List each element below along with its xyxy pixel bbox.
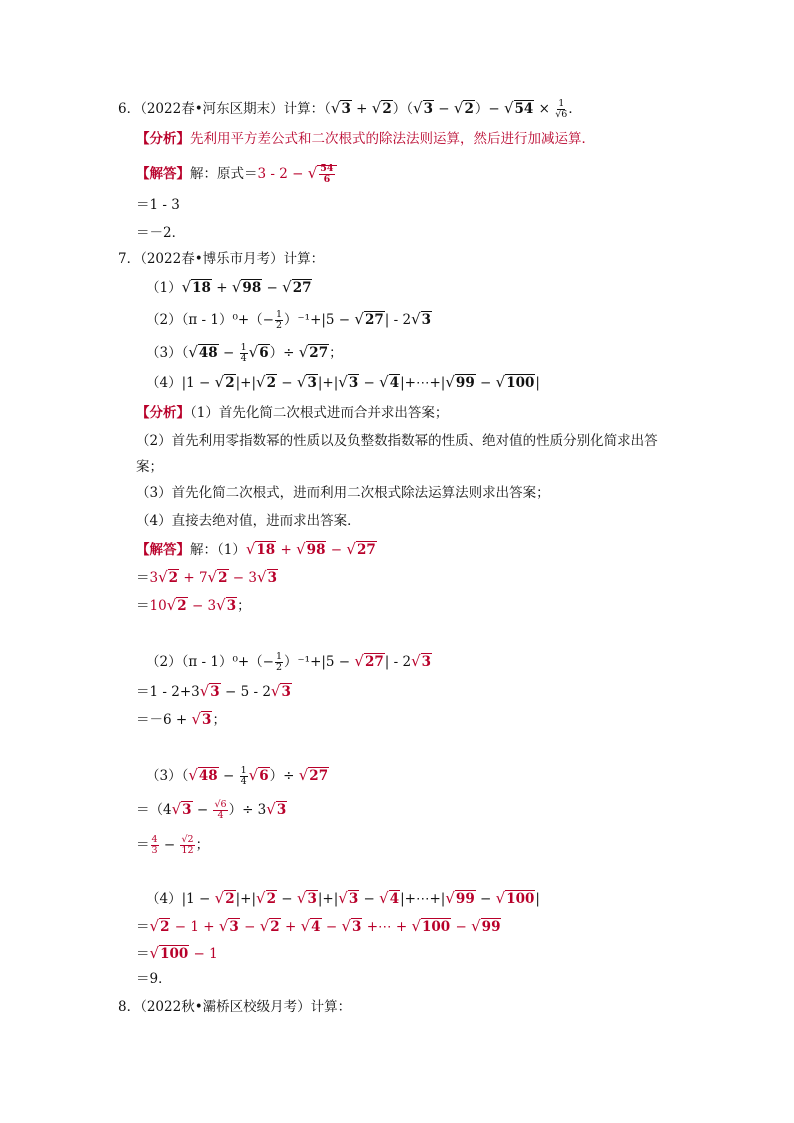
q7-s1-line2: ＝10√2 − 3√3； — [136, 596, 251, 614]
q7-s4-line1: ＝√2 − 1 + √3 − √2 + √4 − √3 +⋯ + √100 − √99 — [136, 917, 501, 935]
q7-analysis-4: （4）直接去绝对值，进而求出答案． — [136, 513, 361, 529]
q7-s3-head: （3）（√48 − $\frac{1}{4}$ √6）÷ √27 — [146, 765, 329, 787]
q7-answer-lead: 解：（1） — [190, 542, 246, 558]
q7-part4: （4）|1 − √2|+|√2 − √3|+|√3 − √4|+⋯+|√99 − √100| — [146, 373, 540, 391]
q7-s4-line2: ＝√100 − 1 — [136, 944, 218, 962]
q7-part1: （1）√18 + √98 − √27 — [146, 278, 312, 296]
q7-analysis-2b: 案； — [136, 459, 163, 475]
answer-tag: 【解答】 — [136, 542, 190, 558]
q7-analysis-1-text: （1）首先化简二次根式进而合并求出答案； — [190, 405, 449, 421]
q6-step1: 3 - 2 − √ $\frac{54}{6}$ — [258, 166, 337, 182]
q7-s1-line1: ＝3√2 + 7√2 − 3√3 — [136, 568, 277, 586]
q7-s2-line1: ＝1 - 2+3√3 − 5 - 2√3 — [136, 682, 291, 700]
q7-heading: 7．（2022春•博乐市月考）计算： — [118, 251, 325, 267]
q7-analysis-1 — [136, 402, 448, 424]
q8-heading: 8．（2022秋•灞桥区校级月考）计算： — [118, 999, 352, 1015]
analysis-tag: 【分析】 — [136, 405, 190, 421]
q6-analysis-text: 先利用平方差公式和二次根式的除法法则运算，然后进行加减运算． — [190, 131, 595, 147]
q6-step3: ＝－2． — [136, 225, 186, 241]
q6-answer — [136, 162, 337, 185]
q6-analysis — [136, 128, 595, 150]
answer-tag: 【解答】 — [136, 166, 190, 182]
analysis-tag: 【分析】 — [136, 131, 190, 147]
q7-part2: （2）（π - 1）⁰+（− $\frac{1}{2}$ ）⁻¹+|5 − √27| - 2√3 — [146, 309, 432, 331]
q7-s4-line3: ＝9． — [136, 971, 172, 987]
q7-s3-line1: ＝（4√3 − $\frac{√6}{4}$ ）÷ 3√3 — [136, 799, 287, 821]
q7-part3: （3）（√48 − $\frac{1}{4}$ √6）÷ √27； — [146, 342, 343, 364]
q6-expression: （√3 + √2）（√3 − √2）− √54 × $\frac{1}{√6}$ ． — [324, 98, 582, 120]
q7-s3-line2: ＝ $\frac{4}{3}$ − $\frac{√2}{12}$ ； — [136, 834, 210, 856]
q6-step2: ＝1 - 3 — [136, 197, 180, 213]
q6-heading — [118, 97, 582, 120]
q7-s2-head: （2）（π - 1）⁰+（− $\frac{1}{2}$ ）⁻¹+|5 − √27| - 2√3 — [146, 651, 432, 673]
q7-s4-head: （4）|1 − √2|+|√2 − √3|+|√3 − √4|+⋯+|√99 − √100| — [146, 889, 540, 907]
q7-analysis-2: （2）首先利用零指数幂的性质以及负整数指数幂的性质、绝对值的性质分别化简求出答 — [136, 433, 658, 449]
q6-number: 6．（2022春•河东区期末）计算： — [118, 101, 325, 117]
q7-s2-line2: ＝－6 + √3； — [136, 710, 226, 728]
q7-analysis-3: （3）首先化简二次根式，进而利用二次根式除法运算法则求出答案； — [136, 485, 550, 501]
q6-answer-lead: 解：原式＝ — [190, 166, 258, 182]
q7-answer — [136, 538, 377, 561]
q7-s1-expr: √18 + √98 − √27 — [245, 540, 376, 558]
